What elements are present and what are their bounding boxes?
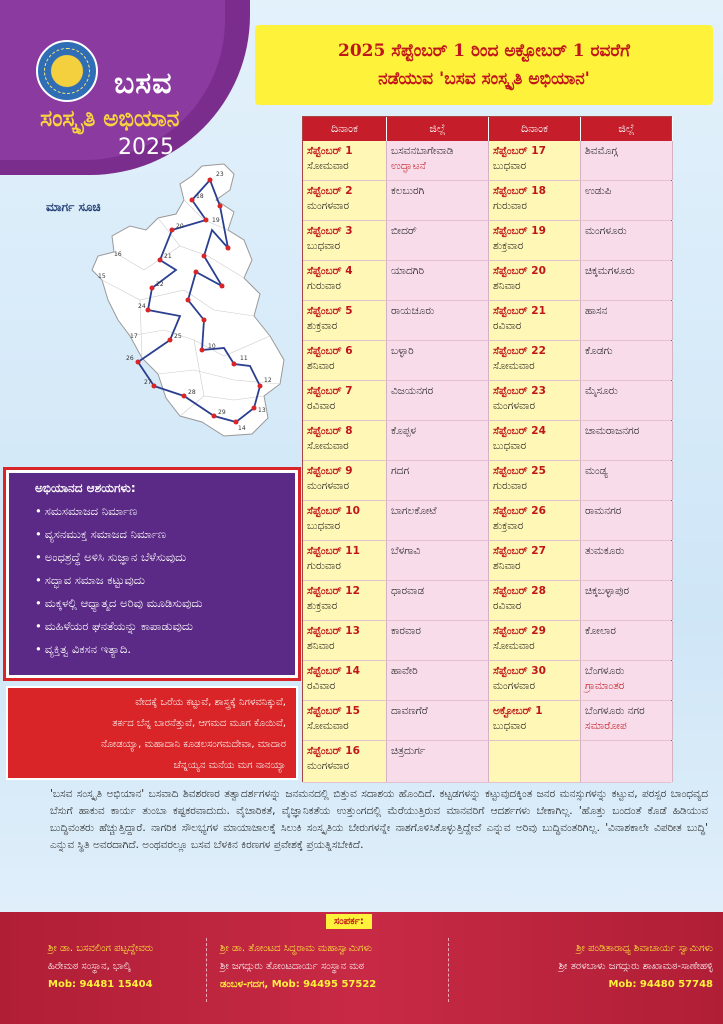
schedule-district-cell [387,501,489,540]
schedule-weekday: ಬುಧವಾರ [307,240,341,252]
schedule-date-cell [489,541,581,580]
schedule-date-cell [489,741,581,782]
objectives-box [6,470,298,678]
schedule-weekday: ಸೋಮವಾರ [493,640,535,652]
contact-footer [0,912,723,1024]
contact-divider [206,938,207,1002]
contact-mobile: Mob: 94480 57748 [608,979,713,990]
schedule-district: ಬಳ್ಳಾರಿ [391,345,414,357]
objective-item: • ಮಕ್ಕಳಲ್ಲಿ ಆಧ್ಯಾತ್ಮದ ಅರಿವು ಮೂಡಿಸುವುದು [35,592,285,615]
brand-line2: ಸಂಸ್ಕೃತಿ ಅಭಿಯಾನ [40,106,180,132]
map-number: 10 [208,343,216,350]
schedule-date-cell [489,341,581,380]
schedule-date-cell [489,141,581,180]
map-number: 16 [114,251,122,258]
schedule-district-cell [387,661,489,700]
schedule-weekday: ರವಿವಾರ [307,680,336,692]
contact-mobile: Mob: 94481 15404 [48,979,153,990]
map-number: 25 [174,333,182,340]
schedule-district-cell [581,421,673,460]
karnataka-map-icon [84,160,294,450]
map-number: 13 [258,407,266,414]
schedule-district-cell [387,701,489,740]
schedule-row [303,421,671,461]
schedule-date-cell [303,621,387,660]
schedule-row [303,701,671,741]
contact-label: ಸಂಪರ್ಕ: [326,914,372,929]
schedule-date-cell [489,461,581,500]
schedule-district-cell [581,661,673,700]
schedule-district: ಯಾದಗಿರಿ [391,265,425,277]
objectives-heading: ಅಭಿಯಾನದ ಆಶಯಗಳು: [35,481,136,495]
header-date: ದಿನಾಂಕ [489,117,581,141]
schedule-row [303,221,671,261]
schedule-row [303,381,671,421]
map-number: 23 [216,171,224,178]
schedule-weekday: ಸೋಮವಾರ [307,440,349,452]
schedule-date: ಸೆಪ್ಟೆಂಬರ್ 7 [307,385,353,397]
schedule-district-cell [581,221,673,260]
schedule-district: ರಾಮನಗರ [585,505,622,517]
schedule-date: ಸೆಪ್ಟೆಂಬರ್ 25 [493,465,546,477]
brand-line1: ಬಸವ [114,66,173,101]
schedule-date: ಸೆಪ್ಟೆಂಬರ್ 20 [493,265,546,277]
schedule-district-cell [387,261,489,300]
schedule-district: ಚಿಕ್ಕಮಗಳೂರು [585,265,635,277]
schedule-district-cell [387,341,489,380]
schedule-date-cell [489,501,581,540]
schedule-weekday: ಗುರುವಾರ [493,200,527,212]
schedule-date-cell [489,261,581,300]
schedule-district: ಕಲಬುರಗಿ [391,185,425,197]
schedule-date-cell [303,221,387,260]
schedule-district-cell [581,181,673,220]
schedule-district: ಬೆಳಗಾವಿ [391,545,421,557]
schedule-date-cell [489,701,581,740]
schedule-district-cell [387,301,489,340]
schedule-district: ಬೆಂಗಳೂರು [585,665,625,677]
contact-place: ಹಿರೇಮಠ ಸಂಸ್ಥಾನ, ಭಾಲ್ಕಿ [48,961,131,972]
schedule-weekday: ಗುರುವಾರ [307,560,341,572]
schedule-table [302,116,672,782]
title-banner [255,25,713,105]
contact-card [48,940,153,994]
contact-card [220,940,376,994]
schedule-note: ಸಮಾರೋಪ [585,720,627,732]
schedule-header-row [303,117,671,141]
schedule-weekday: ಶನಿವಾರ [307,640,335,652]
schedule-date: ಸೆಪ್ಟೆಂಬರ್ 6 [307,345,353,357]
schedule-district-cell [387,421,489,460]
schedule-note: ಉದ್ಘಾಟನೆ [391,160,426,172]
contact-name: ಶ್ರೀ ಡಾ. ತೋಂಟದ ಸಿದ್ಧರಾಮ ಮಹಾಸ್ವಾಮಿಗಳು [220,943,373,954]
schedule-district-cell [581,581,673,620]
map-number: 21 [164,253,172,260]
schedule-date: ಅಕ್ಟೋಬರ್ 1 [493,705,543,717]
schedule-date: ಸೆಪ್ಟೆಂಬರ್ 16 [307,745,360,757]
schedule-district: ಹಾವೇರಿ [391,665,418,677]
schedule-date: ಸೆಪ್ಟೆಂಬರ್ 24 [493,425,546,437]
schedule-row [303,741,671,783]
schedule-district: ಬಾಗಲಕೋಟೆ [391,505,437,517]
schedule-weekday: ಶನಿವಾರ [493,280,521,292]
schedule-district-cell [387,581,489,620]
schedule-district: ಚಿಕ್ಕಬಳ್ಳಾಪುರ [585,585,630,597]
schedule-row [303,341,671,381]
schedule-body [303,141,671,781]
schedule-date-cell [303,181,387,220]
schedule-date-cell [303,381,387,420]
schedule-district: ಹಾಸನ [585,305,608,317]
schedule-date: ಸೆಪ್ಟೆಂಬರ್ 1 [307,145,353,157]
schedule-district: ಬಸವನಬಾಗೇವಾಡಿ [391,145,454,157]
schedule-district-cell [387,741,489,782]
schedule-date: ಸೆಪ್ಟೆಂಬರ್ 18 [493,185,546,197]
map-number: 24 [138,303,146,310]
schedule-row [303,181,671,221]
schedule-date: ಸೆಪ್ಟೆಂಬರ್ 30 [493,665,546,677]
schedule-date-cell [489,621,581,660]
schedule-date-cell [303,501,387,540]
schedule-date-cell [303,461,387,500]
map-number: 19 [212,217,220,224]
schedule-district-cell [581,381,673,420]
schedule-date: ಸೆಪ್ಟೆಂಬರ್ 13 [307,625,360,637]
schedule-district: ವಿಜಯನಗರ [391,385,434,397]
contact-place: ಶ್ರೀ ಜಗದ್ಗುರು ತೋಂಟದಾರ್ಯ ಸಂಸ್ಥಾನ ಮಠ [220,961,365,972]
schedule-weekday: ಶನಿವಾರ [307,360,335,372]
schedule-date-cell [489,421,581,460]
schedule-date-cell [303,701,387,740]
schedule-weekday: ಬುಧವಾರ [493,160,527,172]
vachana-line: ವೇದಕ್ಕೆ ಒರೆಯ ಕಟ್ಟುವೆ, ಶಾಸ್ತ್ರಕ್ಕೆ ನಿಗಳವನಿಕ್ಕುವೆ, [135,697,286,708]
schedule-date: ಸೆಪ್ಟೆಂಬರ್ 19 [493,225,546,237]
schedule-date-cell [303,141,387,180]
schedule-row [303,501,671,541]
basava-logo-icon [36,40,98,102]
schedule-date: ಸೆಪ್ಟೆಂಬರ್ 3 [307,225,353,237]
schedule-date-cell [303,661,387,700]
schedule-date-cell [303,341,387,380]
schedule-district: ಶಿವಮೊಗ್ಗ [585,145,618,157]
schedule-row [303,541,671,581]
schedule-date: ಸೆಪ್ಟೆಂಬರ್ 26 [493,505,546,517]
schedule-row [303,141,671,181]
schedule-district-cell [581,341,673,380]
schedule-weekday: ಶುಕ್ರವಾರ [307,600,338,612]
map-number: 22 [156,281,164,288]
schedule-date: ಸೆಪ್ಟೆಂಬರ್ 22 [493,345,546,357]
schedule-district-cell [581,141,673,180]
schedule-weekday: ಗುರುವಾರ [493,480,527,492]
title-line2: ನಡೆಯುವ 'ಬಸವ ಸಂಸ್ಕೃತಿ ಅಭಿಯಾನ' [378,69,590,89]
schedule-weekday: ರವಿವಾರ [493,320,522,332]
schedule-district: ಗದಗ [391,465,410,477]
schedule-note: ಗ್ರಾಮಾಂತರ [585,680,625,692]
schedule-date: ಸೆಪ್ಟೆಂಬರ್ 15 [307,705,360,717]
schedule-district: ರಾಯಚೂರು [391,305,435,317]
schedule-weekday: ಗುರುವಾರ [307,280,341,292]
schedule-date: ಸೆಪ್ಟೆಂಬರ್ 29 [493,625,546,637]
schedule-district-cell [387,141,489,180]
contact-card [559,940,713,994]
schedule-district-cell [387,461,489,500]
schedule-row [303,461,671,501]
schedule-district: ಮಂಡ್ಯ [585,465,608,477]
objective-item: • ಸಮಸಮಾಜದ ನಿರ್ಮಾಣ [35,500,285,523]
contact-divider [448,938,449,1002]
schedule-district-cell [581,461,673,500]
schedule-district: ಚಿತ್ರದುರ್ಗ [391,745,426,757]
schedule-weekday: ಶುಕ್ರವಾರ [307,320,338,332]
schedule-district: ತುಮಕೂರು [585,545,625,557]
schedule-district: ಬೆಂಗಳೂರು ನಗರ [585,705,645,717]
schedule-date-cell [303,581,387,620]
schedule-district: ಕಾರವಾರ [391,625,421,637]
map-number: 17 [130,333,138,340]
schedule-district-cell [581,501,673,540]
schedule-date-cell [489,181,581,220]
schedule-weekday: ಶುಕ್ರವಾರ [493,520,524,532]
map-number: 26 [126,355,134,362]
schedule-weekday: ಸೋಮವಾರ [307,160,349,172]
schedule-date-cell [489,661,581,700]
schedule-weekday: ರವಿವಾರ [307,400,336,412]
schedule-date: ಸೆಪ್ಟೆಂಬರ್ 4 [307,265,353,277]
map-number: 12 [264,377,272,384]
schedule-date: ಸೆಪ್ಟೆಂಬರ್ 9 [307,465,353,477]
schedule-date: ಸೆಪ್ಟೆಂಬರ್ 28 [493,585,546,597]
schedule-weekday: ಬುಧವಾರ [493,720,527,732]
objective-item: • ವ್ಯಕ್ತಿತ್ವ ವಿಕಸನ ಇತ್ಯಾದಿ. [35,638,285,661]
schedule-date: ಸೆಪ್ಟೆಂಬರ್ 11 [307,545,360,557]
schedule-weekday: ಮಂಗಳವಾರ [493,400,536,412]
schedule-row [303,261,671,301]
map-number: 27 [144,379,152,386]
schedule-district: ಬೀದರ್ [391,225,417,237]
schedule-weekday: ಸೋಮವಾರ [493,360,535,372]
schedule-date-cell [489,581,581,620]
schedule-weekday: ಮಂಗಳವಾರ [307,760,350,772]
schedule-district-cell [581,261,673,300]
schedule-date-cell [489,221,581,260]
schedule-district-cell [581,701,673,740]
contact-mobile: ಡಂಬಳ-ಗದಗ, Mob: 94495 57522 [220,979,377,990]
schedule-date-cell [303,741,387,782]
map-number: 20 [176,223,184,230]
schedule-weekday: ಬುಧವಾರ [493,440,527,452]
objective-item: • ಅಂಧಶ್ರದ್ಧೆ ಅಳಿಸಿ ಸುಜ್ಞಾನ ಬೆಳೆಸುವುದು [35,546,285,569]
schedule-district: ದಾವಣಗೆರೆ [391,705,428,717]
schedule-date: ಸೆಪ್ಟೆಂಬರ್ 14 [307,665,360,677]
vachana-quote-box [6,686,298,780]
map-number: 14 [238,425,246,432]
intro-paragraph: 'ಬಸವ ಸಂಸ್ಕೃತಿ ಅಭಿಯಾನ' ಬಸವಾದಿ ಶಿವಶರಣರ ತತ್ವಾದರ್ಶಗಳನ್ನು ಜನಮನದಲ್ಲಿ ಬಿತ್ತುವ ಸದಾಶಯ ಹೊಂದಿದೆ. ಕಟ್ಟಡಗಳನ್ನು ಕಟ್ಟುವುದಕ್ಕಿಂತ ಜನರ ಮನಸ್ಸುಗಳನ್ನು ಕಟ್ಟುವ, ಪರಸ್ಪರ ಬಾಂಧವ್ಯದ ಬೆಸುಗೆ ಹಾಕುವ ಕಾರ್ಯ ತುಂಬಾ ಕಷ್ಟಕರವಾದುದು. ವೈಚಾರಿಕತೆ, ವೈಜ್ಞಾನಿಕತೆಯ ಉತ್ತುಂಗದಲ್ಲಿ ಮೆರೆಯುತ್ತಿರುವ ಮಾನವರಿಗೆ ಆದರ್ಶಗಳು ಬೇಕಾಗಿಲ್ಲ. 'ಹೊತ್ತು ಬಂದಂತೆ ಕೊಡೆ ಹಿಡಿಯುವ ಬುದ್ಧಿವಂತರು ಹೆಚ್ಚುತ್ತಿದ್ದಾರೆ. ನಾಗರಿಕ ಸೌಲಭ್ಯಗಳ ಮಾಯಾಜಾಲಕ್ಕೆ ಸಿಲುಕಿ ಸಂಸ್ಕೃತಿಯ ಬೇರುಗಳನ್ನೇ ನಾಶಗೊಳಿಸಿಕೊಳ್ಳುತ್ತಿದ್ದೇವೆ ಎನ್ನುವ ಅರಿವು ಬುದ್ಧಿವಂತರಿಗಿಲ್ಲ. 'ವಿನಾಶಕಾಲೇ ವಿಪರೀತ ಬುದ್ಧಿ' ಎನ್ನುವ ಸ್ಥಿತಿ ಅವರದಾಗಿದೆ. ಅಂಥವರಲ್ಲೂ ಬಸವ ಬೆಳಕಿನ ಕಿರಣಗಳ ಪ್ರವೇಶಕ್ಕೆ ಪ್ರಯತ್ನಿಸಬೇಕಿದೆ. [50,788,708,851]
contact-name: ಶ್ರೀ ಡಾ. ಬಸವಲಿಂಗ ಪಟ್ಟದ್ದೇವರು [48,943,154,954]
schedule-weekday: ಸೋಮವಾರ [307,720,349,732]
schedule-date: ಸೆಪ್ಟೆಂಬರ್ 23 [493,385,546,397]
schedule-district: ಮೈಸೂರು [585,385,618,397]
schedule-district-cell [387,221,489,260]
schedule-date: ಸೆಪ್ಟೆಂಬರ್ 17 [493,145,546,157]
schedule-row [303,621,671,661]
schedule-date: ಸೆಪ್ಟೆಂಬರ್ 10 [307,505,360,517]
contact-place: ಶ್ರೀ ತರಳಬಾಳು ಜಗದ್ಗುರು ಶಾಖಾಮಠ-ಸಾಣೇಹಳ್ಳಿ [558,961,713,972]
schedule-weekday: ಶನಿವಾರ [493,560,521,572]
schedule-date-cell [303,261,387,300]
objectives-list [35,500,285,661]
schedule-district: ಕೋಲಾರ [585,625,616,637]
header-date: ದಿನಾಂಕ [303,117,387,141]
schedule-district: ಕೊಡಗು [585,345,613,357]
map-number: 18 [196,193,204,200]
schedule-date-cell [303,301,387,340]
schedule-weekday: ಮಂಗಳವಾರ [493,680,536,692]
vachana-line: ನೋಡಯ್ಯಾ, ಮಹಾದಾನಿ ಕೂಡಲಸಂಗಮದೇವಾ, ಮಾದಾರ [100,739,286,750]
schedule-district-cell [387,181,489,220]
map-number: 28 [188,389,196,396]
schedule-district-cell [387,621,489,660]
vachana-line: ಚೆನ್ನಯ್ಯನ ಮನೆಯ ಮಗ ನಾನಯ್ಯಾ [173,760,286,771]
schedule-weekday: ರವಿವಾರ [493,600,522,612]
schedule-district-cell [581,741,673,782]
schedule-district-cell [387,381,489,420]
schedule-date: ಸೆಪ್ಟೆಂಬರ್ 2 [307,185,353,197]
objective-item: • ವ್ಯಸನಮುಕ್ತ ಸಮಾಜದ ನಿರ್ಮಾಣ [35,523,285,546]
schedule-weekday: ಮಂಗಳವಾರ [307,200,350,212]
map-number: 29 [218,409,226,416]
schedule-date-cell [489,381,581,420]
schedule-row [303,661,671,701]
schedule-date: ಸೆಪ್ಟೆಂಬರ್ 21 [493,305,546,317]
vachana-line: ತರ್ಕದ ಬೆನ್ನ ಬಾರನೆತ್ತುವೆ, ಆಗಮದ ಮೂಗ ಕೊಯಿವೆ, [112,718,286,729]
map-number: 15 [98,273,106,280]
schedule-date: ಸೆಪ್ಟೆಂಬರ್ 8 [307,425,353,437]
schedule-district-cell [387,541,489,580]
schedule-weekday: ಬುಧವಾರ [307,520,341,532]
title-line1: 2025 ಸೆಪ್ಟೆಂಬರ್ 1 ರಿಂದ ಅಕ್ಟೋಬರ್ 1 ರವರೆಗೆ [338,41,630,61]
map-number: 11 [240,355,248,362]
schedule-date-cell [489,301,581,340]
header-district: ಜಿಲ್ಲೆ [581,117,673,141]
schedule-district: ಮಂಗಳೂರು [585,225,627,237]
schedule-date: ಸೆಪ್ಟೆಂಬರ್ 27 [493,545,546,557]
schedule-date: ಸೆಪ್ಟೆಂಬರ್ 5 [307,305,353,317]
objective-item: • ಸದ್ಭಾವ ಸಮಾಜ ಕಟ್ಟುವುದು [35,569,285,592]
schedule-district-cell [581,541,673,580]
schedule-district: ಚಾಮರಾಜನಗರ [585,425,640,437]
brand-year: 2025 [118,135,174,160]
schedule-weekday: ಮಂಗಳವಾರ [307,480,350,492]
contact-name: ಶ್ರೀ ಪಂಡಿತಾರಾಧ್ಯ ಶಿವಾಚಾರ್ಯ ಸ್ವಾಮಿಗಳು [576,943,713,954]
header-district: ಜಿಲ್ಲೆ [387,117,489,141]
schedule-district: ಕೊಪ್ಪಳ [391,425,417,437]
schedule-district-cell [581,301,673,340]
schedule-weekday: ಶುಕ್ರವಾರ [493,240,524,252]
schedule-district: ಉಡುಪಿ [585,185,612,197]
schedule-district-cell [581,621,673,660]
schedule-date-cell [303,541,387,580]
route-map-label: ಮಾರ್ಗ ಸೂಚಿ [46,200,101,214]
schedule-row [303,581,671,621]
karnataka-route-map [84,160,294,450]
schedule-row [303,301,671,341]
schedule-district: ಧಾರವಾಡ [391,585,425,597]
schedule-date-cell [303,421,387,460]
schedule-date: ಸೆಪ್ಟೆಂಬರ್ 12 [307,585,360,597]
objective-item: • ಮಹಿಳೆಯರ ಘನತೆಯನ್ನು ಕಾಪಾಡುವುದು [35,615,285,638]
